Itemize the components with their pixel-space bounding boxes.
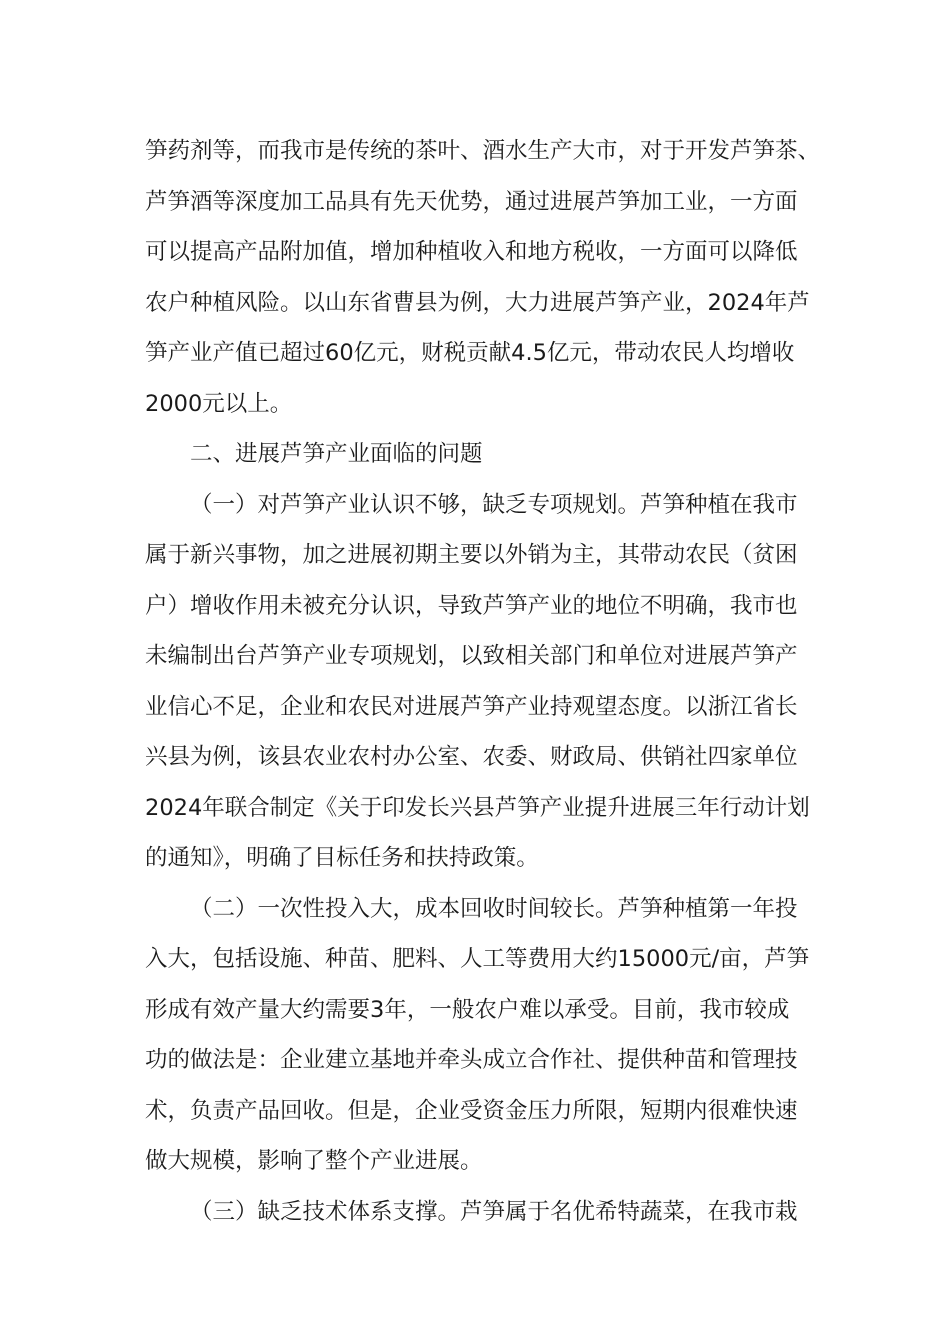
- text-line: 业信心不足，企业和农民对进展芦笋产业持观望态度。以浙江省长: [145, 693, 798, 720]
- text-line: 的通知》，明确了目标任务和扶持政策。: [145, 845, 539, 871]
- document-body: [145, 126, 821, 1237]
- text-line: （三）缺乏技术体系支撑。芦笋属于名优希特蔬菜，在我市栽: [190, 1198, 798, 1225]
- paragraph-problem-2: [145, 884, 815, 1187]
- section-heading-problems: [145, 429, 815, 480]
- text-line: 术，负责产品回收。但是，企业受资金压力所限，短期内很难快速: [145, 1097, 798, 1124]
- text-line: 农户种植风险。以山东省曹县为例，大力进展芦笋产业，2024年芦: [145, 289, 810, 316]
- text-line: 做大规模，影响了整个产业进展。: [145, 1148, 483, 1174]
- text-line: 形成有效产量大约需要3年，一般农户难以承受。目前，我市较成: [145, 996, 790, 1023]
- paragraph-problem-1: [145, 480, 815, 884]
- section-heading-text: 二、进展芦笋产业面临的问题: [190, 441, 483, 467]
- text-line: 入大，包括设施、种苗、肥料、人工等费用大约15000元/亩，芦笋: [145, 946, 810, 972]
- text-line: 笋药剂等，而我市是传统的茶叶、酒水生产大市，对于开发芦笋茶、: [145, 138, 821, 164]
- text-line: 2024年联合制定《关于印发长兴县芦笋产业提升进展三年行动计划: [145, 794, 810, 821]
- paragraph-processing-advantage: [145, 126, 821, 429]
- text-line: 属于新兴事物，加之进展初期主要以外销为主，其带动农民（贫困: [145, 542, 798, 568]
- paragraph-problem-3: [145, 1187, 815, 1238]
- text-line: （二）一次性投入大，成本回收时间较长。芦笋种植第一年投: [190, 895, 798, 922]
- text-line: 芦笋酒等深度加工品具有先天优势，通过进展芦笋加工业，一方面: [145, 188, 798, 215]
- text-line: （一）对芦笋产业认识不够，缺乏专项规划。芦笋种植在我市: [190, 491, 798, 518]
- text-line: 兴县为例，该县农业农村办公室、农委、财政局、供销社四家单位: [145, 744, 798, 770]
- text-line: 2000元以上。: [145, 390, 293, 417]
- text-line: 功的做法是：企业建立基地并牵头成立合作社、提供种苗和管理技: [145, 1047, 798, 1073]
- text-line: 户）增收作用未被充分认识，导致芦笋产业的地位不明确，我市也: [145, 592, 798, 619]
- text-line: 未编制出台芦笋产业专项规划，以致相关部门和单位对进展芦笋产: [145, 643, 798, 669]
- text-line: 笋产业产值已超过60亿元，财税贡献4.5亿元，带动农民人均增收: [145, 340, 795, 366]
- text-line: 可以提高产品附加值，增加种植收入和地方税收，一方面可以降低: [145, 239, 798, 265]
